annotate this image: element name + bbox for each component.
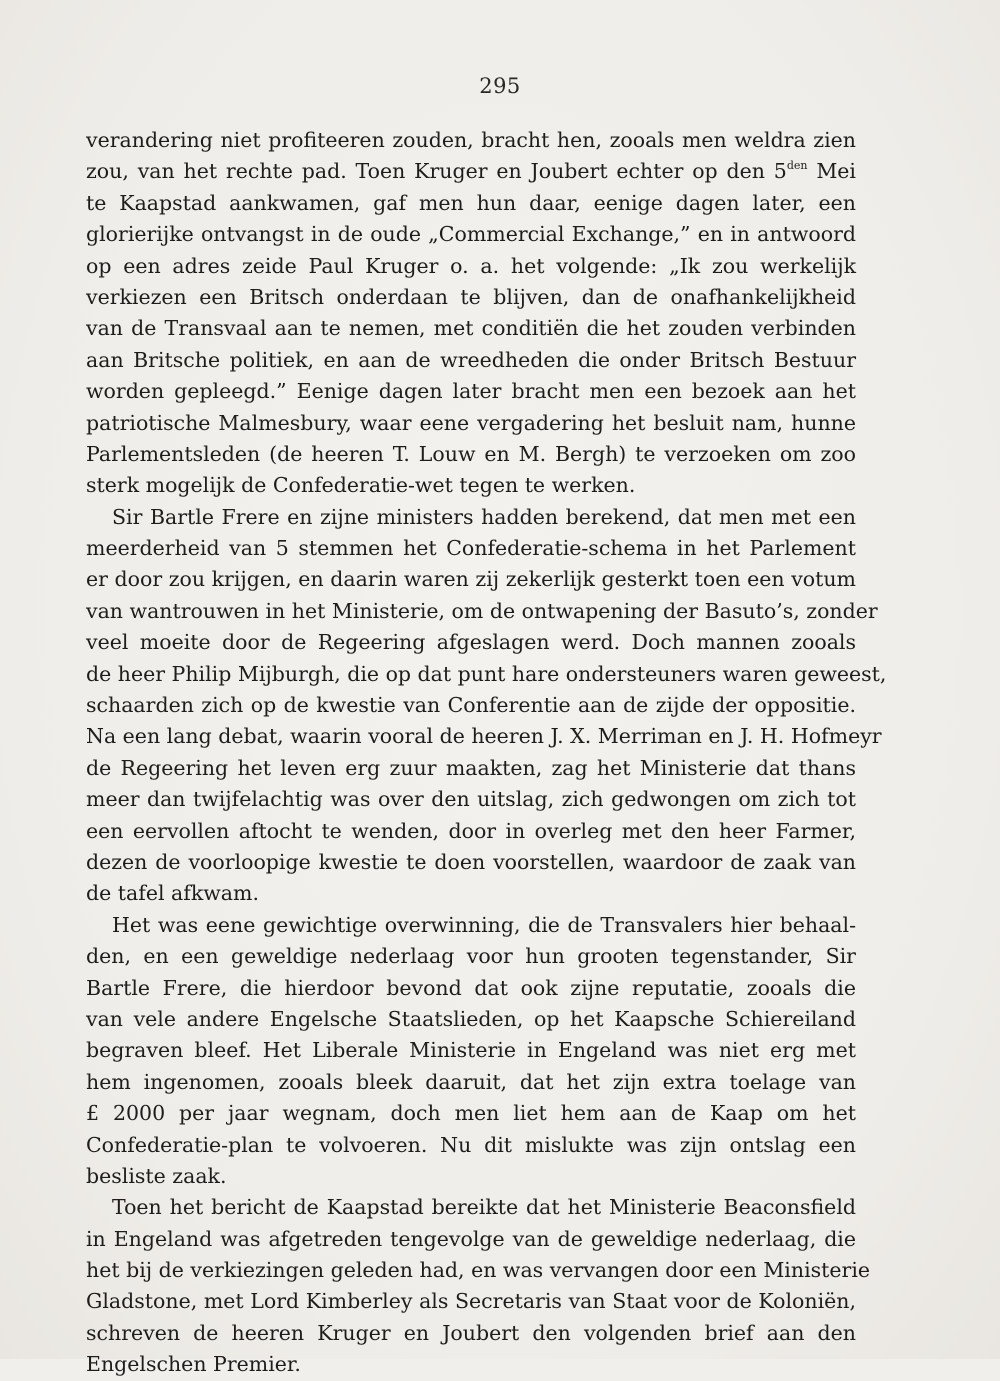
text-line: [86, 439, 856, 470]
line-text: den, en een geweldige nederlaag voor hun grooten tegenstander, Sir: [86, 944, 856, 969]
text-line: [86, 690, 856, 721]
text-line: [86, 156, 856, 187]
text-line: [86, 564, 856, 595]
line-text-tail: Mei: [807, 159, 856, 184]
line-text: op een adres zeide Paul Kruger o. a. het volgende: „Ik zou werkelijk: [86, 253, 856, 278]
line-text: verandering niet profiteeren zouden, bracht hen, zooals men weldra zien: [86, 128, 856, 152]
text-line: [86, 1035, 856, 1066]
text-line: [86, 1318, 856, 1349]
line-text: van wantrouwen in het Ministerie, om de ontwapening der Basuto’s, zonder: [86, 598, 878, 623]
text-line: [86, 282, 856, 313]
text-line: [86, 941, 856, 972]
line-text: veel moeite door de Regeering afgeslagen werd. Doch mannen zooals: [86, 630, 856, 655]
line-text: Engelschen Premier.: [86, 1352, 301, 1377]
line-text: Confederatie-plan te volvoeren. Nu dit mislukte was zijn ontslag een: [86, 1132, 856, 1157]
line-text: er door zou krijgen, en daarin waren zij zekerlijk gesterkt toen een votum: [86, 567, 856, 592]
paragraph: [86, 1192, 871, 1380]
line-text: patriotische Malmesbury, waar eene vergadering het besluit nam, hunne: [86, 410, 856, 435]
text-line: [86, 1161, 856, 1192]
text-line: [86, 1004, 856, 1035]
text-line: [86, 408, 856, 439]
paragraph: [86, 125, 856, 502]
line-text: van de Transvaal aan te nemen, met conditiën die het zouden verbinden: [86, 316, 856, 341]
text-line: [86, 502, 856, 533]
text-line: [86, 721, 882, 752]
text-line: [86, 973, 856, 1004]
text-line: [86, 596, 878, 627]
line-text: Parlementsleden (de heeren T. Louw en M. Bergh) te verzoeken om zoo: [86, 441, 856, 466]
line-text: van vele andere Engelsche Staatslieden, op het Kaapsche Schiereiland: [86, 1006, 856, 1031]
line-text: Gladstone, met Lord Kimberley als Secretaris van Staat voor de Koloniën,: [86, 1289, 856, 1314]
line-text: verkiezen een Britsch onderdaan te blijven, dan de onafhankelijkheid: [86, 284, 856, 309]
line-text: in Engeland was afgetreden tengevolge van de geweldige nederlaag, die: [86, 1226, 856, 1251]
text-line: [86, 1192, 856, 1223]
line-text: Na een lang debat, waarin vooral de heeren J. X. Merriman en J. H. Hofmeyr: [86, 724, 882, 749]
text-line: [86, 1286, 856, 1317]
line-text: dezen de voorloopige kwestie te doen voorstellen, waardoor de zaak van: [86, 849, 856, 874]
text-line: [86, 125, 856, 156]
text-line: [86, 878, 856, 909]
text-line: [86, 1255, 871, 1286]
text-line: [86, 251, 856, 282]
line-text: de tafel afkwam.: [86, 881, 259, 906]
text-line: [86, 533, 856, 564]
superscript: den: [786, 159, 808, 173]
line-text: Sir Bartle Frere en zijne ministers hadden berekend, dat men met een: [112, 504, 856, 529]
text-line: [86, 470, 856, 501]
line-text: de heer Philip Mijburgh, die op dat punt hare ondersteuners waren geweest,: [86, 661, 887, 686]
text-line: [86, 784, 856, 815]
text-line: [86, 1067, 856, 1098]
line-text: Toen het bericht de Kaapstad bereikte dat het Ministerie Beaconsfield: [112, 1195, 856, 1220]
line-text: zou, van het rechte pad. Toen Kruger en Joubert echter op den 5: [86, 159, 787, 184]
line-text: sterk mogelijk de Confederatie-wet tegen te werken.: [86, 473, 636, 498]
text-line: [86, 1098, 856, 1129]
line-text: meerderheid van 5 stemmen het Confederatie-schema in het Parlement: [86, 536, 856, 561]
line-text: meer dan twijfelachtig was over den uitslag, zich gedwongen om zich tot: [86, 787, 856, 812]
line-text: schreven de heeren Kruger en Joubert den volgenden brief aan den: [86, 1320, 856, 1345]
line-text: £ 2000 per jaar wegnam, doch men liet hem aan de Kaap om het: [86, 1101, 856, 1126]
text-line: [86, 345, 856, 376]
line-text: Het was eene gewichtige overwinning, die de Transvalers hier behaal-: [112, 912, 856, 937]
line-text: hem ingenomen, zooals bleek daaruit, dat het zijn extra toelage van: [86, 1069, 856, 1094]
line-text: de Regeering het leven erg zuur maakten, zag het Ministerie dat thans: [86, 755, 856, 780]
text-line: [86, 753, 856, 784]
line-text: aan Britsche politiek, en aan de wreedheden die onder Britsch Bestuur: [86, 347, 856, 372]
text-line: [86, 659, 887, 690]
text-line: [86, 816, 856, 847]
line-text: een eervollen aftocht te wenden, door in overleg met den heer Farmer,: [86, 818, 856, 843]
page-number: 295: [479, 74, 521, 98]
line-text: Bartle Frere, die hierdoor bevond dat ook zijne reputatie, zooals die: [86, 975, 856, 1000]
line-text: begraven bleef. Het Liberale Ministerie in Engeland was niet erg met: [86, 1038, 856, 1063]
text-line: [86, 188, 856, 219]
line-text: worden gepleegd.” Eenige dagen later bracht men een bezoek aan het: [86, 379, 856, 404]
text-line: [86, 1349, 856, 1380]
line-text: glorierijke ontvangst in de oude „Commercial Exchange,” en in antwoord: [86, 222, 856, 247]
text-line: [86, 627, 856, 658]
text-line: [86, 313, 856, 344]
paragraph: [86, 910, 856, 1193]
text-line: [86, 910, 856, 941]
line-text: schaarden zich op de kwestie van Conferentie aan de zijde der oppositie.: [86, 693, 856, 718]
line-text: het bij de verkiezingen geleden had, en was vervangen door een Ministerie: [86, 1258, 871, 1283]
paragraph: [86, 502, 887, 910]
line-text: te Kaapstad aankwamen, gaf men hun daar, eenige dagen later, een: [86, 190, 856, 215]
text-line: [86, 376, 856, 407]
text-line: [86, 847, 856, 878]
text-line: [86, 219, 856, 250]
body-text: [86, 125, 887, 1381]
line-text: besliste zaak.: [86, 1163, 227, 1188]
text-line: [86, 1224, 856, 1255]
text-line: [86, 1130, 856, 1161]
